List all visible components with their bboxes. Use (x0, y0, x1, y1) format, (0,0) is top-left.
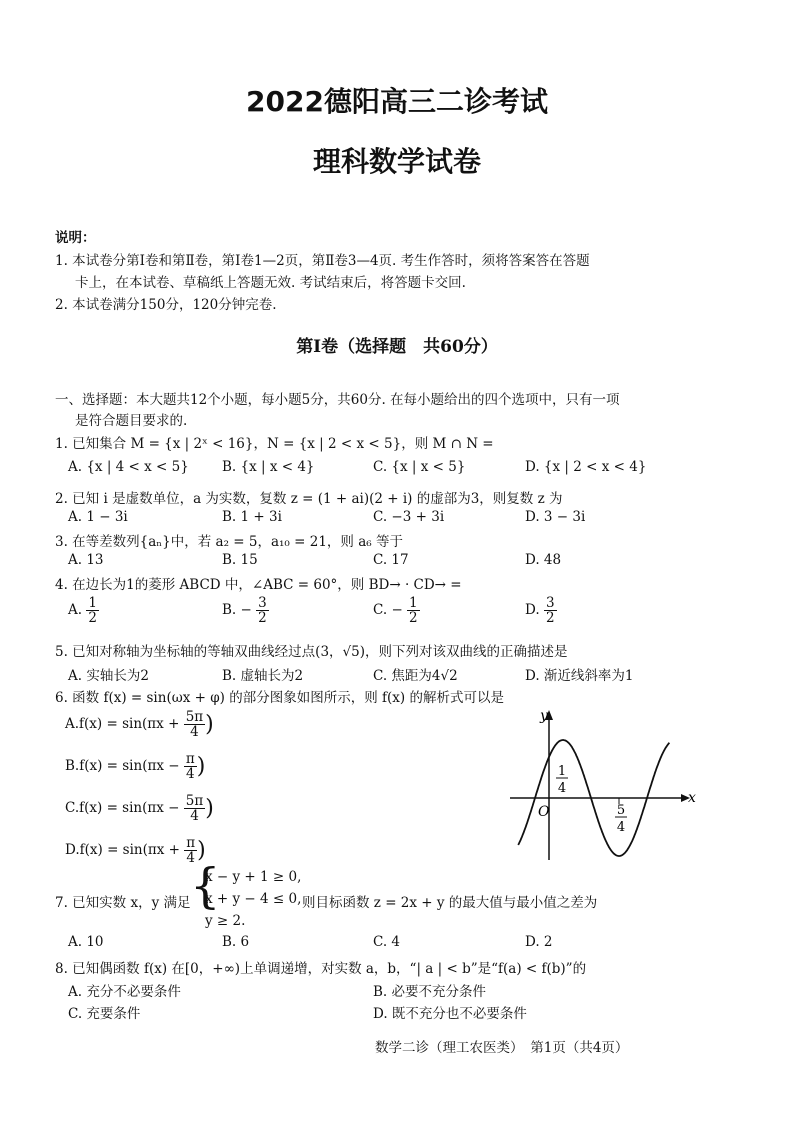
q7-option-c: C. 4 (373, 934, 401, 950)
q7-option-a: A. 10 (68, 934, 104, 950)
q4-option-d: D. $\frac{3}{2}$ (525, 595, 555, 627)
q4-option-b: B. − $\frac{3}{2}$ (222, 595, 267, 627)
y-axis-label: y (540, 708, 548, 724)
notes-line-1b: 卡上，在本试卷、草稿纸上答题无效. 考试结束后，将答题卡交回. (75, 275, 466, 291)
q7-constraint-1: x − y + 1 ≥ 0, (205, 869, 302, 885)
q3-option-d: D. 48 (525, 552, 562, 568)
q4-option-a: A. $\frac{1}{2}$ (68, 595, 97, 627)
tick-label-5-4-num: 5 (616, 803, 626, 818)
page-subtitle: 理科数学试卷 (312, 145, 481, 178)
x-axis-label: x (688, 790, 696, 806)
question-7-suffix: 则目标函数 z = 2x + y 的最大值与最小值之差为 (302, 895, 598, 911)
q8-option-a: A. 充分不必要条件 (68, 984, 181, 1000)
part-heading: 第Ⅰ卷（选择题 共60分） (296, 337, 498, 357)
question-6-stem: 6. 函数 f(x) = sin(ωx + φ) 的部分图象如图所示，则 f(x) 的解析式可以是 (55, 690, 504, 706)
q2-option-b: B. 1 + 3i (222, 509, 282, 525)
q8-option-c: C. 充要条件 (68, 1006, 141, 1022)
question-7-prefix: 7. 已知实数 x，y 满足 (55, 895, 191, 911)
question-2-stem: 2. 已知 i 是虚数单位，a 为实数，复数 z = (1 + ai)(2 + i) 的虚部为3，则复数 z 为 (55, 491, 563, 507)
q3-option-b: B. 15 (222, 552, 258, 568)
q1-option-d: D. {x | 2 < x < 4} (525, 459, 647, 475)
question-8-stem: 8. 已知偶函数 f(x) 在[0，+∞)上单调递增，对实数 a，b，“| a | < b”是“f(a) < f(b)”的 (55, 961, 587, 977)
q7-constraint-2: x + y − 4 ≤ 0, (205, 891, 302, 907)
question-5-stem: 5. 已知对称轴为坐标轴的等轴双曲线经过点(3，√5)，则下列对该双曲线的正确描述是 (55, 644, 568, 660)
q7-option-d: D. 2 (525, 934, 553, 950)
page-title: 2022德阳高三二诊考试 (246, 85, 548, 118)
q6-option-d: D.f(x) = sin(πx + $\frac{\pi}{4}$ ) (65, 835, 206, 867)
q6-option-b: B.f(x) = sin(πx − $\frac{\pi}{4}$ ) (65, 751, 206, 783)
q2-option-a: A. 1 − 3i (68, 509, 128, 525)
q3-option-c: C. 17 (373, 552, 409, 568)
question-1-stem: 1. 已知集合 M = {x | 2ˣ < 16}，N = {x | 2 < x < 5}，则 M ∩ N = (55, 436, 494, 452)
q6-option-c: C.f(x) = sin(πx − $\frac{5\pi}{4}$ ) (65, 793, 214, 825)
q3-option-a: A. 13 (68, 552, 104, 568)
q5-option-b: B. 虚轴长为2 (222, 668, 304, 684)
question-3-stem: 3. 在等差数列{aₙ}中，若 a₂ = 5，a₁₀ = 21，则 a₆ 等于 (55, 534, 403, 550)
tick-label-1-4-num: 1 (557, 764, 567, 779)
question-4-stem: 4. 在边长为1的菱形 ABCD 中，∠ABC = 60°，则 BD→ · CD→ = (55, 577, 462, 593)
tick-label-5-4-den: 4 (616, 820, 626, 835)
q2-option-d: D. 3 − 3i (525, 509, 586, 525)
page-footer: 数学二诊（理工农医类） 第1页（共4页） (375, 1040, 629, 1056)
q2-option-c: C. −3 + 3i (373, 509, 445, 525)
notes-line-1: 1. 本试卷分第Ⅰ卷和第Ⅱ卷，第Ⅰ卷1—2页，第Ⅱ卷3—4页. 考生作答时，须将答案答在答题 (55, 253, 590, 269)
q6-option-a: A.f(x) = sin(πx + $\frac{5\pi}{4}$ ) (65, 709, 214, 741)
section-intro-b: 是符合题目要求的. (75, 413, 188, 429)
origin-label: O (538, 804, 550, 820)
q4-option-c: C. − $\frac{1}{2}$ (373, 595, 418, 627)
q5-option-c: C. 焦距为4√2 (373, 668, 458, 684)
q5-option-d: D. 渐近线斜率为1 (525, 668, 634, 684)
sine-graph (500, 700, 700, 865)
notes-line-2: 2. 本试卷满分150分，120分钟完卷. (55, 297, 277, 313)
q7-option-b: B. 6 (222, 934, 250, 950)
notes-heading: 说明： (55, 230, 96, 246)
q1-option-b: B. {x | x < 4} (222, 459, 315, 475)
system-brace: { (190, 858, 221, 914)
section-intro: 一、选择题：本大题共12个小题，每小题5分，共60分. 在每小题给出的四个选项中，只有一项 (55, 392, 620, 408)
q8-option-d: D. 既不充分也不必要条件 (373, 1006, 527, 1022)
q1-option-a: A. {x | 4 < x < 5} (68, 459, 189, 475)
tick-label-1-4-den: 4 (557, 781, 567, 796)
q7-constraint-3: y ≥ 2. (205, 913, 246, 929)
q5-option-a: A. 实轴长为2 (68, 668, 149, 684)
q1-option-c: C. {x | x < 5} (373, 459, 466, 475)
q8-option-b: B. 必要不充分条件 (373, 984, 487, 1000)
